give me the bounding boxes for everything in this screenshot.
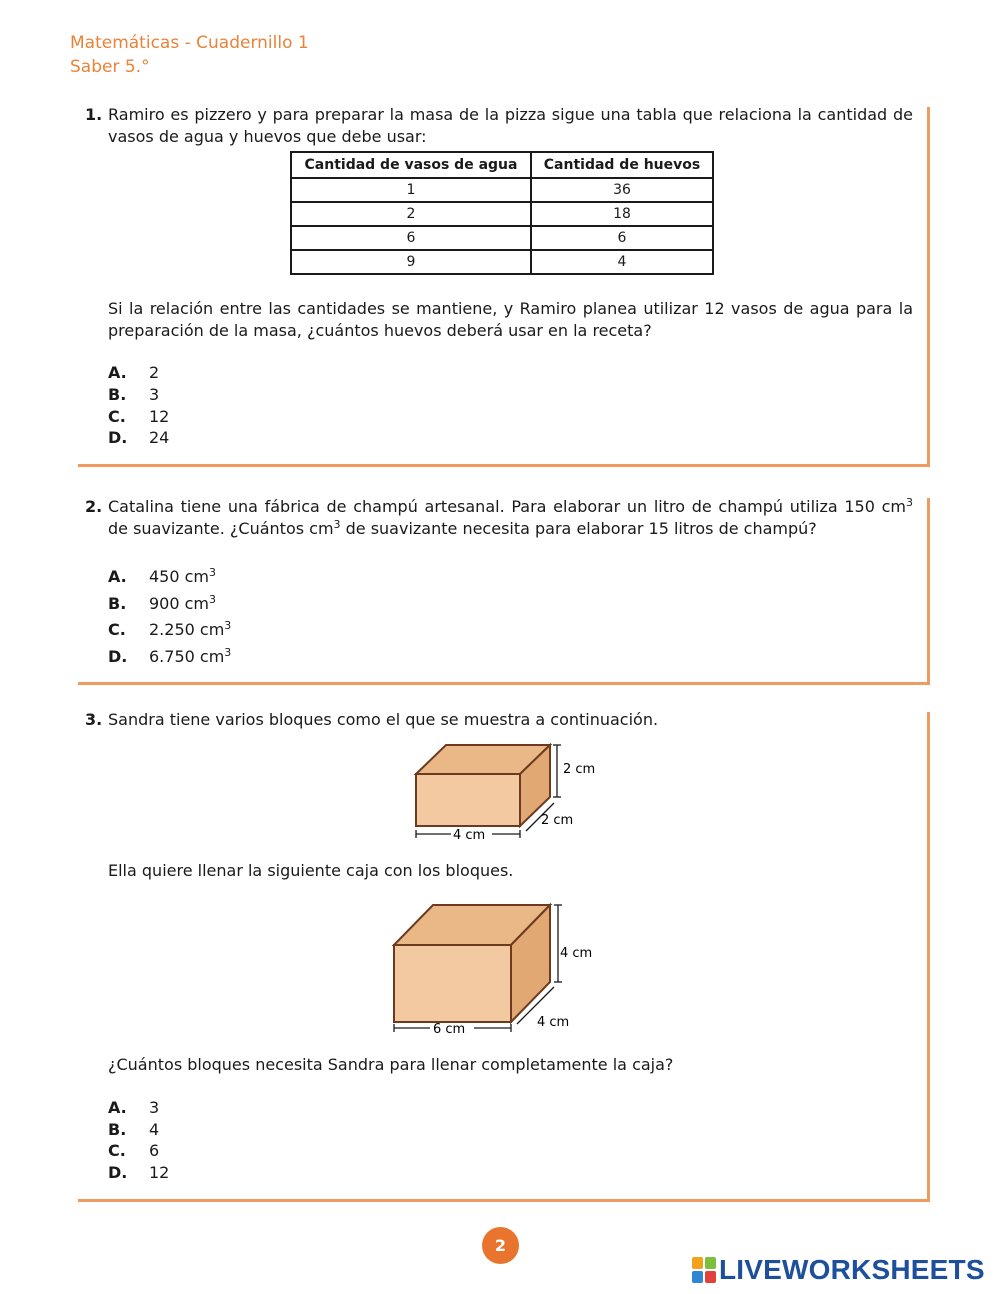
box-depth-label: 4 cm <box>537 1015 570 1030</box>
table-cell: 1 <box>291 178 531 202</box>
question-number: 1. <box>85 105 103 124</box>
answer-option-a[interactable]: A. 3 <box>108 1098 160 1117</box>
question-text: Catalina tiene una fábrica de champú artesanal. Para elaborar un litro de champú utiliza 150 $cm^3$ de suavizante. ¿Cuántos $cm^3$ de suavizante necesita para elaborar 15 litros de champú? <box>108 496 913 538</box>
question-number: 3. <box>85 710 103 729</box>
header-subject: Matemáticas - Cuadernillo 1 <box>70 33 309 53</box>
page-number-badge: 2 <box>482 1227 519 1264</box>
brand-name: LIVEWORKSHEETS <box>719 1254 985 1285</box>
box-front-face <box>394 945 511 1022</box>
answer-option-b[interactable]: B. 3 <box>108 385 160 404</box>
question-1 <box>78 107 930 467</box>
question-intro: Ramiro es pizzero y para preparar la masa de la pizza sigue una tabla que relaciona la cantidad de vasos de agua y huevos que debe usar: <box>108 105 913 146</box>
liveworksheets-brand[interactable] <box>692 1253 985 1287</box>
answer-option-c[interactable]: C. 6 <box>108 1141 160 1160</box>
table-row <box>291 226 713 250</box>
box-figure <box>388 900 608 1042</box>
block-depth-label: 2 cm <box>541 813 574 828</box>
answer-option-c[interactable]: C. 12 <box>108 407 170 426</box>
answer-option-a[interactable]: A. 450 $cm^3$ <box>108 566 217 586</box>
question-3 <box>78 712 930 1202</box>
table-cell: 6 <box>291 226 531 250</box>
table-cell: 36 <box>531 178 713 202</box>
answer-option-a[interactable]: A. 2 <box>108 363 160 382</box>
table-row <box>291 202 713 226</box>
header-level: Saber 5.° <box>70 57 150 77</box>
relation-table <box>290 151 714 275</box>
answer-option-c[interactable]: C. 2.250 $cm^3$ <box>108 619 232 639</box>
block-figure <box>408 740 608 844</box>
liveworksheets-logo-icon <box>692 1257 716 1283</box>
table-row <box>291 250 713 274</box>
table-cell: 18 <box>531 202 713 226</box>
question-number: 2. <box>85 497 103 516</box>
answer-option-b[interactable]: B. 4 <box>108 1120 160 1139</box>
answer-option-d[interactable]: D. 12 <box>108 1163 170 1182</box>
question-text: ¿Cuántos bloques necesita Sandra para llenar completamente la caja? <box>108 1055 674 1074</box>
table-row <box>291 178 713 202</box>
block-front-face <box>416 774 520 826</box>
question-text: Si la relación entre las cantidades se mantiene, y Ramiro planea utilizar 12 vasos de agua para la preparación de la masa, ¿cuántos huevos deberá usar en la receta? <box>108 299 913 340</box>
table-cell: 4 <box>531 250 713 274</box>
box-height-label: 4 cm <box>560 946 593 961</box>
question-intro: Sandra tiene varios bloques como el que se muestra a continuación. <box>108 710 659 729</box>
question-2 <box>78 498 930 685</box>
table-cell: 6 <box>531 226 713 250</box>
table-header: Cantidad de vasos de agua <box>291 152 531 178</box>
table-header: Cantidad de huevos <box>531 152 713 178</box>
box-width-label: 6 cm <box>433 1022 466 1037</box>
answer-option-d[interactable]: D. 6.750 $cm^3$ <box>108 646 232 666</box>
answer-option-b[interactable]: B. 900 $cm^3$ <box>108 593 217 613</box>
table-cell: 2 <box>291 202 531 226</box>
middle-text: Ella quiere llenar la siguiente caja con los bloques. <box>108 861 514 880</box>
block-height-label: 2 cm <box>563 762 596 777</box>
table-cell: 9 <box>291 250 531 274</box>
block-width-label: 4 cm <box>453 828 486 843</box>
answer-option-d[interactable]: D. 24 <box>108 428 170 447</box>
